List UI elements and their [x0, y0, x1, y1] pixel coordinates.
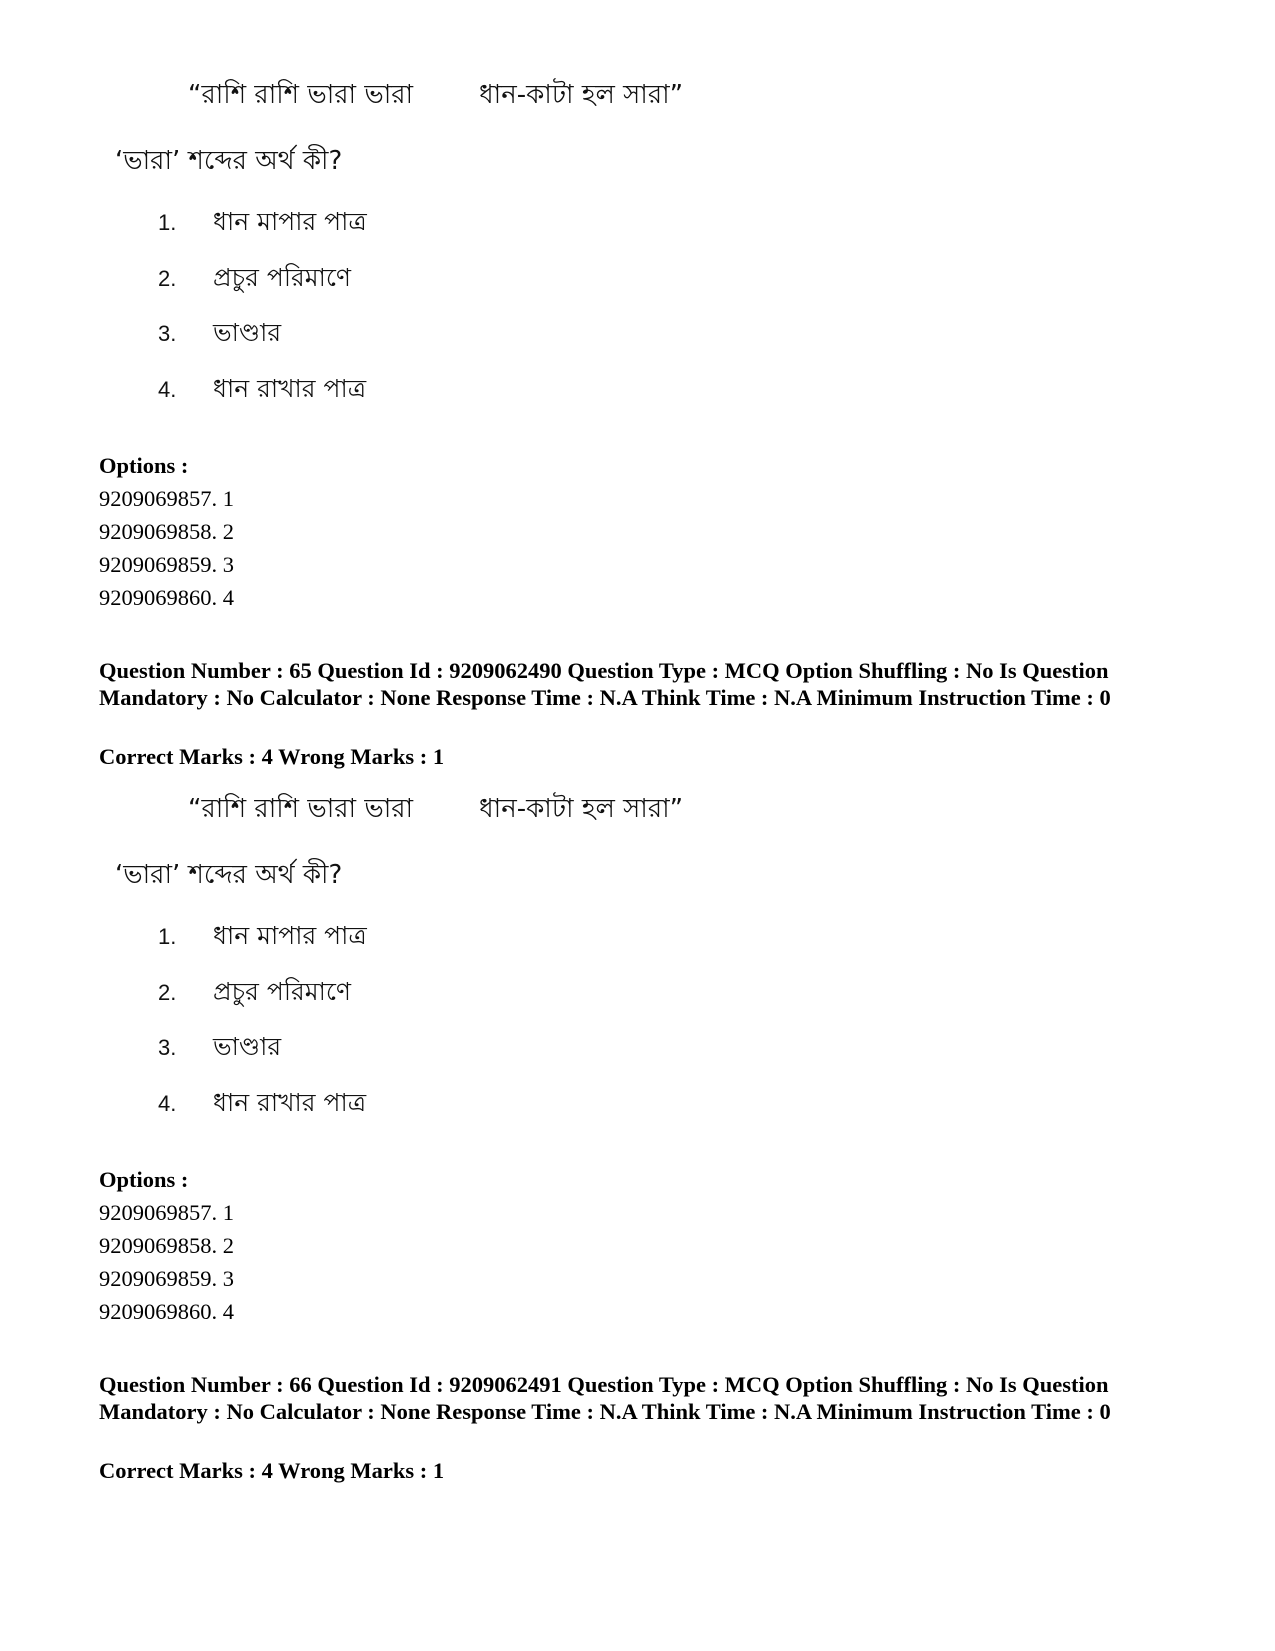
- option-id-row: 9209069858. 2: [99, 519, 234, 544]
- choice-text: ভাণ্ডার: [213, 318, 282, 347]
- choice-number: 4.: [158, 1091, 177, 1116]
- choice-text: ধান মাপার পাত্র: [213, 207, 367, 236]
- choice-item: [158, 972, 351, 1015]
- choice-item: [158, 916, 367, 959]
- question-text: ‘ভারা’ শব্দের অর্থ কী?: [115, 860, 343, 890]
- choice-number: 2.: [158, 980, 177, 1005]
- option-id-row: 9209069858. 2: [99, 1233, 234, 1258]
- poem-right: ধান-কাটা হল সারা”: [479, 794, 684, 824]
- choice-number: 4.: [158, 377, 177, 402]
- choice-item: [158, 202, 367, 245]
- question-meta: Question Number : 65 Question Id : 9209062490 Question Type : MCQ Option Shuffling : No Is Question Mandatory : No Calculator : None Response Time : N.A Think Time : N.A Minimum Instruction Time : 0: [99, 658, 1111, 710]
- choice-number: 3.: [158, 321, 177, 346]
- choice-number: 1.: [158, 210, 177, 235]
- option-id-row: 9209069859. 3: [99, 1266, 234, 1291]
- marks-line: Correct Marks : 4 Wrong Marks : 1: [99, 744, 445, 769]
- poem-left: “রাশি রাশি ভারা ভারা: [188, 794, 414, 824]
- option-id-row: 9209069857. 1: [99, 1200, 234, 1225]
- poem-right: ধান-কাটা হল সারা”: [479, 80, 684, 110]
- choice-item: [158, 369, 366, 412]
- choice-text: ভাণ্ডার: [213, 1032, 282, 1061]
- choice-item: [158, 1083, 366, 1126]
- option-id-row: 9209069857. 1: [99, 486, 234, 511]
- question-text: ‘ভারা’ শব্দের অর্থ কী?: [115, 146, 343, 176]
- question-meta: Question Number : 66 Question Id : 9209062491 Question Type : MCQ Option Shuffling : No Is Question Mandatory : No Calculator : None Response Time : N.A Think Time : N.A Minimum Instruction Time : 0: [99, 1372, 1111, 1424]
- choice-item: [158, 1027, 281, 1070]
- choice-text: প্রচুর পরিমাণে: [213, 977, 352, 1006]
- choice-item: [158, 258, 351, 301]
- poem-line: [188, 74, 683, 118]
- poem-line: [188, 788, 683, 832]
- question-image: [100, 788, 800, 1148]
- choice-number: 2.: [158, 266, 177, 291]
- option-id-row: 9209069859. 3: [99, 552, 234, 577]
- option-id-row: 9209069860. 4: [99, 585, 234, 610]
- choice-text: প্রচুর পরিমাণে: [213, 263, 352, 292]
- poem-left: “রাশি রাশি ভারা ভারা: [188, 80, 414, 110]
- question-image: [100, 74, 800, 434]
- marks-line: Correct Marks : 4 Wrong Marks : 1: [99, 1458, 445, 1483]
- option-id-row: 9209069860. 4: [99, 1299, 234, 1324]
- choice-number: 1.: [158, 924, 177, 949]
- choice-text: ধান রাখার পাত্র: [213, 374, 367, 403]
- choice-text: ধান মাপার পাত্র: [213, 921, 367, 950]
- choice-text: ধান রাখার পাত্র: [213, 1088, 367, 1117]
- choice-item: [158, 313, 281, 356]
- options-label: Options :: [99, 453, 189, 478]
- choice-number: 3.: [158, 1035, 177, 1060]
- options-label: Options :: [99, 1167, 189, 1192]
